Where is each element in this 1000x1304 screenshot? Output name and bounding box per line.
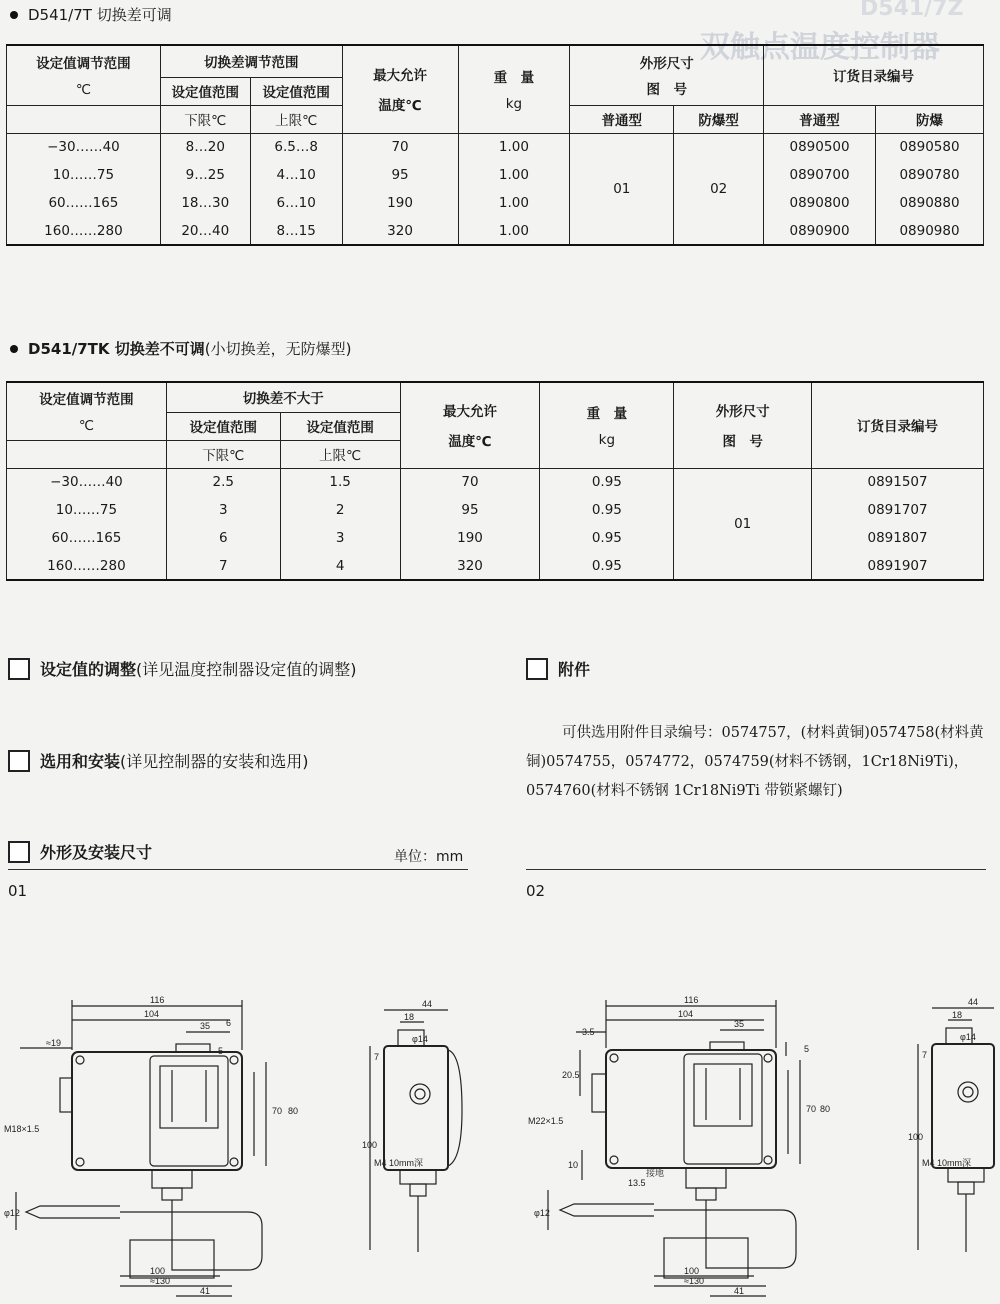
cell-lower: 3	[166, 496, 280, 524]
dim-100: 100	[362, 1140, 378, 1150]
dim-18: 18	[952, 1010, 963, 1020]
cell-max: 95	[342, 161, 458, 189]
cell-weight: 1.00	[458, 217, 570, 245]
section2-title	[10, 338, 351, 359]
dim-35: 35	[734, 1019, 745, 1029]
ghost-page-title: 双触点温度控制器	[700, 30, 940, 65]
dim-70: 70	[806, 1104, 817, 1114]
dim-80: 80	[288, 1106, 299, 1116]
cell-weight: 0.95	[540, 552, 674, 580]
th-empty	[7, 105, 161, 133]
dim-thread: M22×1.5	[528, 1116, 564, 1126]
dim-thread: M18×1.5	[4, 1124, 40, 1134]
cell-order-normal: 0890800	[764, 189, 876, 217]
cell-max: 190	[342, 189, 458, 217]
th-upper-sub: 上限℃	[250, 105, 342, 133]
cell-order-ex: 0890780	[876, 161, 984, 189]
divider	[8, 869, 468, 870]
th-max-temp: 最大允许 温度℃	[342, 45, 458, 133]
cell-lower: 8…20	[160, 133, 250, 161]
dim-7: 7	[922, 1050, 928, 1060]
cell-order: 0891707	[812, 496, 984, 524]
cell-weight: 0.95	[540, 496, 674, 524]
th-upper-sub: 上限℃	[280, 440, 400, 468]
cell-lower: 2.5	[166, 468, 280, 496]
cell-order-ex: 0890880	[876, 189, 984, 217]
dim-41: 41	[200, 1286, 211, 1296]
th-weight: 重 量 kg	[540, 382, 674, 468]
dim-44: 44	[968, 997, 979, 1007]
dim-35: 35	[200, 1021, 211, 1031]
bullet-icon	[10, 11, 18, 19]
dim-7: 7	[374, 1052, 380, 1062]
th-max-temp: 最大允许 温度℃	[400, 382, 540, 468]
cell-order: 0891507	[812, 468, 984, 496]
cell-upper: 1.5	[280, 468, 400, 496]
cell-upper: 2	[280, 496, 400, 524]
cell-upper: 4…10	[250, 161, 342, 189]
cell-range: 60……165	[7, 524, 167, 552]
cell-weight: 0.95	[540, 524, 674, 552]
th-empty	[7, 440, 167, 468]
unit-label: 单位：mm	[394, 849, 464, 865]
cell-lower: 20…40	[160, 217, 250, 245]
dimension-drawing-02	[520, 990, 998, 1300]
cell-order-ex: 0890580	[876, 133, 984, 161]
cell-upper: 8…15	[250, 217, 342, 245]
dim-m4: M4 10mm深	[374, 1158, 424, 1168]
dim-116: 116	[684, 995, 699, 1005]
table-row	[7, 133, 984, 161]
th-order-group: 订货目录编号	[764, 45, 984, 105]
table-row	[7, 189, 984, 217]
cell-order-normal: 0890500	[764, 133, 876, 161]
cell-upper: 4	[280, 552, 400, 580]
dim-l130: ≈130	[684, 1276, 704, 1286]
cell-fig-normal: 01	[570, 133, 674, 245]
dim-20-5: 20.5	[562, 1070, 580, 1080]
dim-80: 80	[820, 1104, 831, 1114]
cell-order-ex: 0890980	[876, 217, 984, 245]
cell-max: 320	[400, 552, 540, 580]
dim-l130: ≈130	[150, 1276, 170, 1286]
th-range: 设定值调节范围 ℃	[7, 382, 167, 440]
dim-m4: M4 10mm深	[922, 1158, 972, 1168]
dim-d12: φ12	[534, 1208, 550, 1218]
bullet-icon	[10, 345, 18, 353]
th-lower-label: 设定值范围	[166, 412, 280, 440]
dim-100: 100	[908, 1132, 924, 1142]
th-upper-label: 设定值范围	[280, 412, 400, 440]
th-order-normal: 普通型	[764, 105, 876, 133]
table-row	[7, 496, 984, 524]
cell-upper: 3	[280, 524, 400, 552]
dim-10: 10	[568, 1160, 579, 1170]
table-row	[7, 161, 984, 189]
dim-44: 44	[422, 999, 433, 1009]
cell-order: 0891807	[812, 524, 984, 552]
ghost-page-label: D541/7Z	[860, 0, 964, 21]
dim-41: 41	[734, 1286, 745, 1296]
cell-upper: 6…10	[250, 189, 342, 217]
dim-d12: φ12	[4, 1208, 20, 1218]
th-dims: 外形尺寸 图 号	[674, 382, 812, 468]
dim-5: 5	[804, 1044, 810, 1054]
spec-table-fixed	[6, 381, 984, 581]
dim-19: ≈19	[46, 1038, 61, 1048]
th-range: 设定值调节范围 ℃	[7, 45, 161, 105]
section1-title-text: D541/7T 切换差可调	[28, 6, 172, 24]
dim-l100: 100	[150, 1266, 166, 1276]
dim-18: 18	[404, 1012, 415, 1022]
heading-dims: 外形及安装尺寸	[8, 840, 152, 863]
dimension-drawing-01	[0, 990, 480, 1300]
drawing02-label: 02	[526, 882, 546, 900]
cell-order-normal: 0890900	[764, 217, 876, 245]
cell-range: 10……75	[7, 161, 161, 189]
cell-weight: 1.00	[458, 189, 570, 217]
checkbox-square-icon	[8, 658, 30, 680]
cell-range: 160……280	[7, 217, 161, 245]
cell-weight: 1.00	[458, 161, 570, 189]
cell-range: 160……280	[7, 552, 167, 580]
dim-104: 104	[678, 1009, 694, 1019]
th-weight: 重 量 kg	[458, 45, 570, 133]
cell-lower: 9…25	[160, 161, 250, 189]
dim-d14: φ14	[960, 1032, 976, 1042]
cell-weight: 0.95	[540, 468, 674, 496]
heading-accessory: 附件	[526, 657, 590, 680]
checkbox-square-icon	[526, 658, 548, 680]
dim-116: 116	[150, 995, 165, 1005]
cell-order-normal: 0890700	[764, 161, 876, 189]
table-row	[7, 524, 984, 552]
cell-range: −30……40	[7, 468, 167, 496]
cell-lower: 6	[166, 524, 280, 552]
dim-l100: 100	[684, 1266, 700, 1276]
cell-range: 60……165	[7, 189, 161, 217]
ground-label: 接地	[646, 1168, 665, 1178]
th-diff-group: 切换差调节范围	[160, 45, 342, 77]
dim-104: 104	[144, 1009, 160, 1019]
th-dims-ex: 防爆型	[674, 105, 764, 133]
th-upper-label: 设定值范围	[250, 77, 342, 105]
dim-6: 6	[226, 1018, 232, 1028]
cell-range: −30……40	[7, 133, 161, 161]
heading-install: 选用和安装(详见控制器的安装和选用)	[8, 749, 309, 772]
th-lower-sub: 下限℃	[166, 440, 280, 468]
heading-adjust: 设定值的调整(详见温度控制器设定值的调整)	[8, 657, 357, 680]
section2-title-text: D541/7TK 切换差不可调(小切换差，无防爆型)	[28, 340, 352, 358]
accessory-text: 可供选用附件目录编号：0574757，(材料黄铜)0574758(材料黄铜)0574755，0574772，0574759(材料不锈钢，1Cr18Ni9Ti)，0574760(材料不锈钢 1Cr18Ni9Ti 带锁紧螺钉)	[526, 725, 984, 799]
cell-max: 70	[342, 133, 458, 161]
cell-max: 190	[400, 524, 540, 552]
dim-13-5: 13.5	[628, 1178, 646, 1188]
th-dims-group: 外形尺寸 图 号	[570, 45, 764, 105]
cell-range: 10……75	[7, 496, 167, 524]
table-row	[7, 217, 984, 245]
th-lower-sub: 下限℃	[160, 105, 250, 133]
th-dims-normal: 普通型	[570, 105, 674, 133]
dim-3-5: 3.5	[582, 1027, 595, 1037]
cell-fig: 01	[674, 468, 812, 580]
drawing01-label: 01	[8, 882, 28, 900]
checkbox-square-icon	[8, 841, 30, 863]
cell-upper: 6.5…8	[250, 133, 342, 161]
divider	[526, 869, 986, 870]
dim-d14: φ14	[412, 1034, 428, 1044]
th-lower-label: 设定值范围	[160, 77, 250, 105]
dim-5: 5	[218, 1046, 224, 1056]
cell-fig-ex: 02	[674, 133, 764, 245]
table-row	[7, 468, 984, 496]
dim-70: 70	[272, 1106, 283, 1116]
table-row	[7, 552, 984, 580]
cell-order: 0891907	[812, 552, 984, 580]
cell-max: 70	[400, 468, 540, 496]
th-order: 订货目录编号	[812, 382, 984, 468]
cell-lower: 7	[166, 552, 280, 580]
cell-max: 95	[400, 496, 540, 524]
th-order-ex: 防爆	[876, 105, 984, 133]
spec-table-adjustable	[6, 44, 984, 246]
th-diff-group: 切换差不大于	[166, 382, 400, 412]
cell-max: 320	[342, 217, 458, 245]
checkbox-square-icon	[8, 750, 30, 772]
cell-lower: 18…30	[160, 189, 250, 217]
cell-weight: 1.00	[458, 133, 570, 161]
section1-title	[10, 4, 172, 25]
